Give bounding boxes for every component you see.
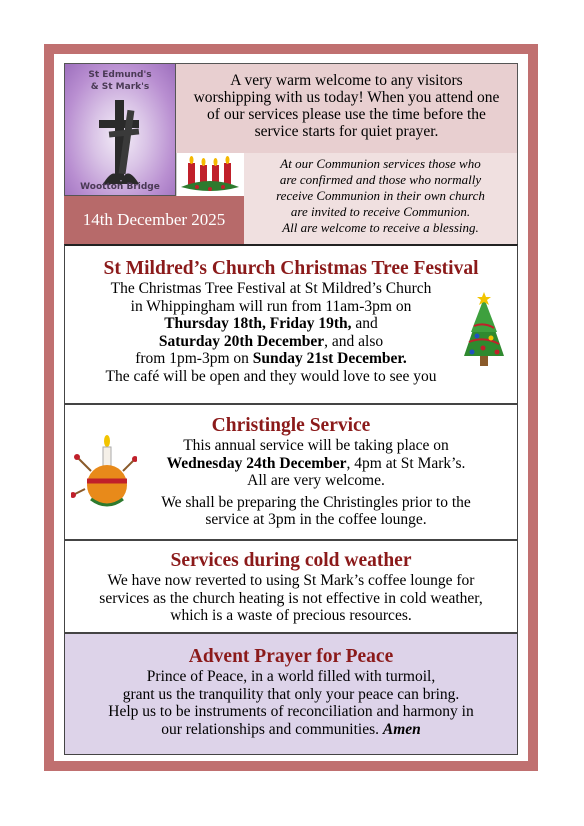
logo-bottom: Wootton Bridge [80, 182, 160, 192]
section-title: Services during cold weather [170, 550, 412, 571]
text-line: in Whippingham will run from 11am-3pm on [130, 297, 412, 315]
advent-candles-image [176, 153, 244, 196]
communion-line: All are welcome to receive a blessing. [282, 220, 479, 235]
welcome-line: A very warm welcome to any visitors [230, 72, 463, 89]
text-line: Saturday 20th December, and also [158, 332, 384, 350]
newsletter [64, 63, 518, 756]
christmas-tree-icon [459, 292, 509, 372]
cold-weather-section [64, 540, 518, 633]
text-line: We shall be preparing the Christingles prior to the [161, 493, 471, 511]
christingle-icon [71, 435, 137, 511]
communion-line: are confirmed and those who normally [279, 172, 482, 187]
logo-line-1: St Edmund's [88, 70, 152, 80]
section-title: Christingle Service [211, 415, 371, 436]
text-line: Help us to be instruments of reconciliation and harmony in [108, 703, 474, 720]
text-line: Thursday 18th, Friday 19th, and [164, 315, 378, 332]
communion-line: receive Communion in their own church [276, 188, 485, 203]
advent-wreath-icon [177, 153, 243, 196]
welcome-box [176, 63, 518, 153]
service-date: 14th December 2025 [64, 196, 244, 244]
communion-line: At our Communion services those who [280, 156, 481, 171]
text-line: The Christmas Tree Festival at St Mildred’s Church [110, 280, 432, 297]
tree-festival-section [64, 244, 518, 404]
text-line: which is a waste of precious resources. [170, 607, 412, 624]
text-line: Prince of Peace, in a world filled with turmoil, [146, 668, 436, 685]
text-line: our relationships and communities. Amen [161, 720, 421, 738]
christingle-section [64, 404, 518, 540]
text-line: service at 3pm in the coffee lounge. [205, 511, 427, 528]
text-line: The café will be open and they would love to see you [105, 367, 437, 385]
communion-line: are invited to receive Communion. [290, 204, 471, 219]
cross-icon [65, 64, 176, 196]
parish-logo [64, 63, 176, 196]
communion-box [244, 153, 518, 244]
welcome-line: of our services please use the time before the [207, 106, 486, 123]
welcome-line: worshipping with us today! When you attend one [193, 89, 500, 106]
text-line: services as the church heating is not effective in cold weather, [99, 589, 483, 607]
text-line: This annual service will be taking place on [183, 437, 449, 454]
section-title: St Mildred’s Church Christmas Tree Festival [103, 258, 479, 279]
text-line: from 1pm-3pm on Sunday 21st December. [135, 350, 407, 367]
advent-prayer-section [64, 633, 518, 755]
text-line: Wednesday 24th December, 4pm at St Mark’s. [166, 454, 466, 472]
text-line: All are very welcome. [247, 472, 385, 489]
text-line: We have now reverted to using St Mark’s coffee lounge for [107, 572, 475, 589]
welcome-line: service starts for quiet prayer. [254, 123, 439, 140]
logo-line-2: & St Mark's [90, 82, 150, 92]
text-line: grant us the tranquility that only your peace can bring. [122, 685, 460, 703]
section-title: Advent Prayer for Peace [188, 646, 394, 667]
